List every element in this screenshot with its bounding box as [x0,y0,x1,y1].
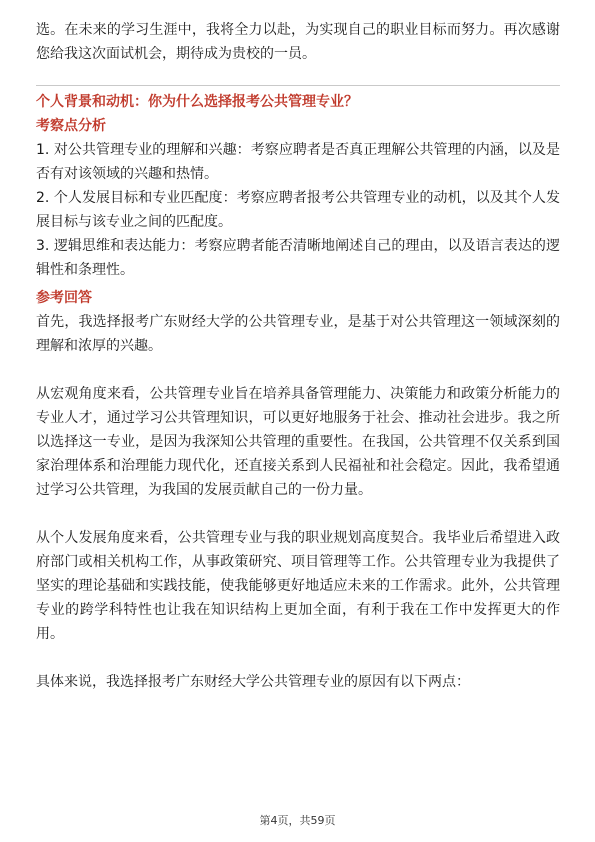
answer-paragraph: 从宏观角度来看，公共管理专业旨在培养具备管理能力、决策能力和政策分析能力的专业人才，通过学习公共管理知识，可以更好地服务于社会、推动社会进步。我之所以选择这一专业，是因为我深知公共管理的重要性。在我国，公共管理不仅关系到国家治理体系和治理能力现代化，还直接关系到人民福祉和社会稳定。因此，我希望通过学习公共管理，为我国的发展贡献自己的一份力量。 [36,386,560,498]
section-divider [36,85,560,86]
intro-paragraph: 选。在未来的学习生涯中，我将全力以赴，为实现自己的职业目标而努力。再次感谢您给我这次面试机会，期待成为贵校的一员。 [36,22,560,62]
analysis-point: 2. 个人发展目标和专业匹配度：考察应聘者报考公共管理专业的动机，以及其个人发展目标与该专业之间的匹配度。 [36,190,560,230]
page-number: 第4页，共59页 [259,814,336,827]
answer-paragraph: 从个人发展角度来看，公共管理专业与我的职业规划高度契合。我毕业后希望进入政府部门或相关机构工作，从事政策研究、项目管理等工作。公共管理专业为我提供了坚实的理论基础和实践技能，使我能够更好地适应未来的工作需求。此外，公共管理专业的跨学科特性也让我在知识结构上更加全面，有利于我在工作中发挥更大的作用。 [36,530,560,642]
analysis-title: 考察点分析 [36,118,106,134]
analysis-point: 1. 对公共管理专业的理解和兴趣：考察应聘者是否真正理解公共管理的内涵，以及是否有对该领域的兴趣和热情。 [36,142,560,182]
analysis-point: 3. 逻辑思维和表达能力：考察应聘者能否清晰地阐述自己的理由，以及语言表达的逻辑性和条理性。 [36,238,560,278]
answer-paragraph: 首先，我选择报考广东财经大学的公共管理专业，是基于对公共管理这一领域深刻的理解和浓厚的兴趣。 [36,314,560,354]
document-page [36,18,560,694]
question-title: 个人背景和动机：你为什么选择报考公共管理专业？ [36,94,358,110]
answer-title: 参考回答 [36,290,92,306]
answer-paragraph: 具体来说，我选择报考广东财经大学公共管理专业的原因有以下两点： [36,674,470,690]
analysis-list [36,138,560,282]
